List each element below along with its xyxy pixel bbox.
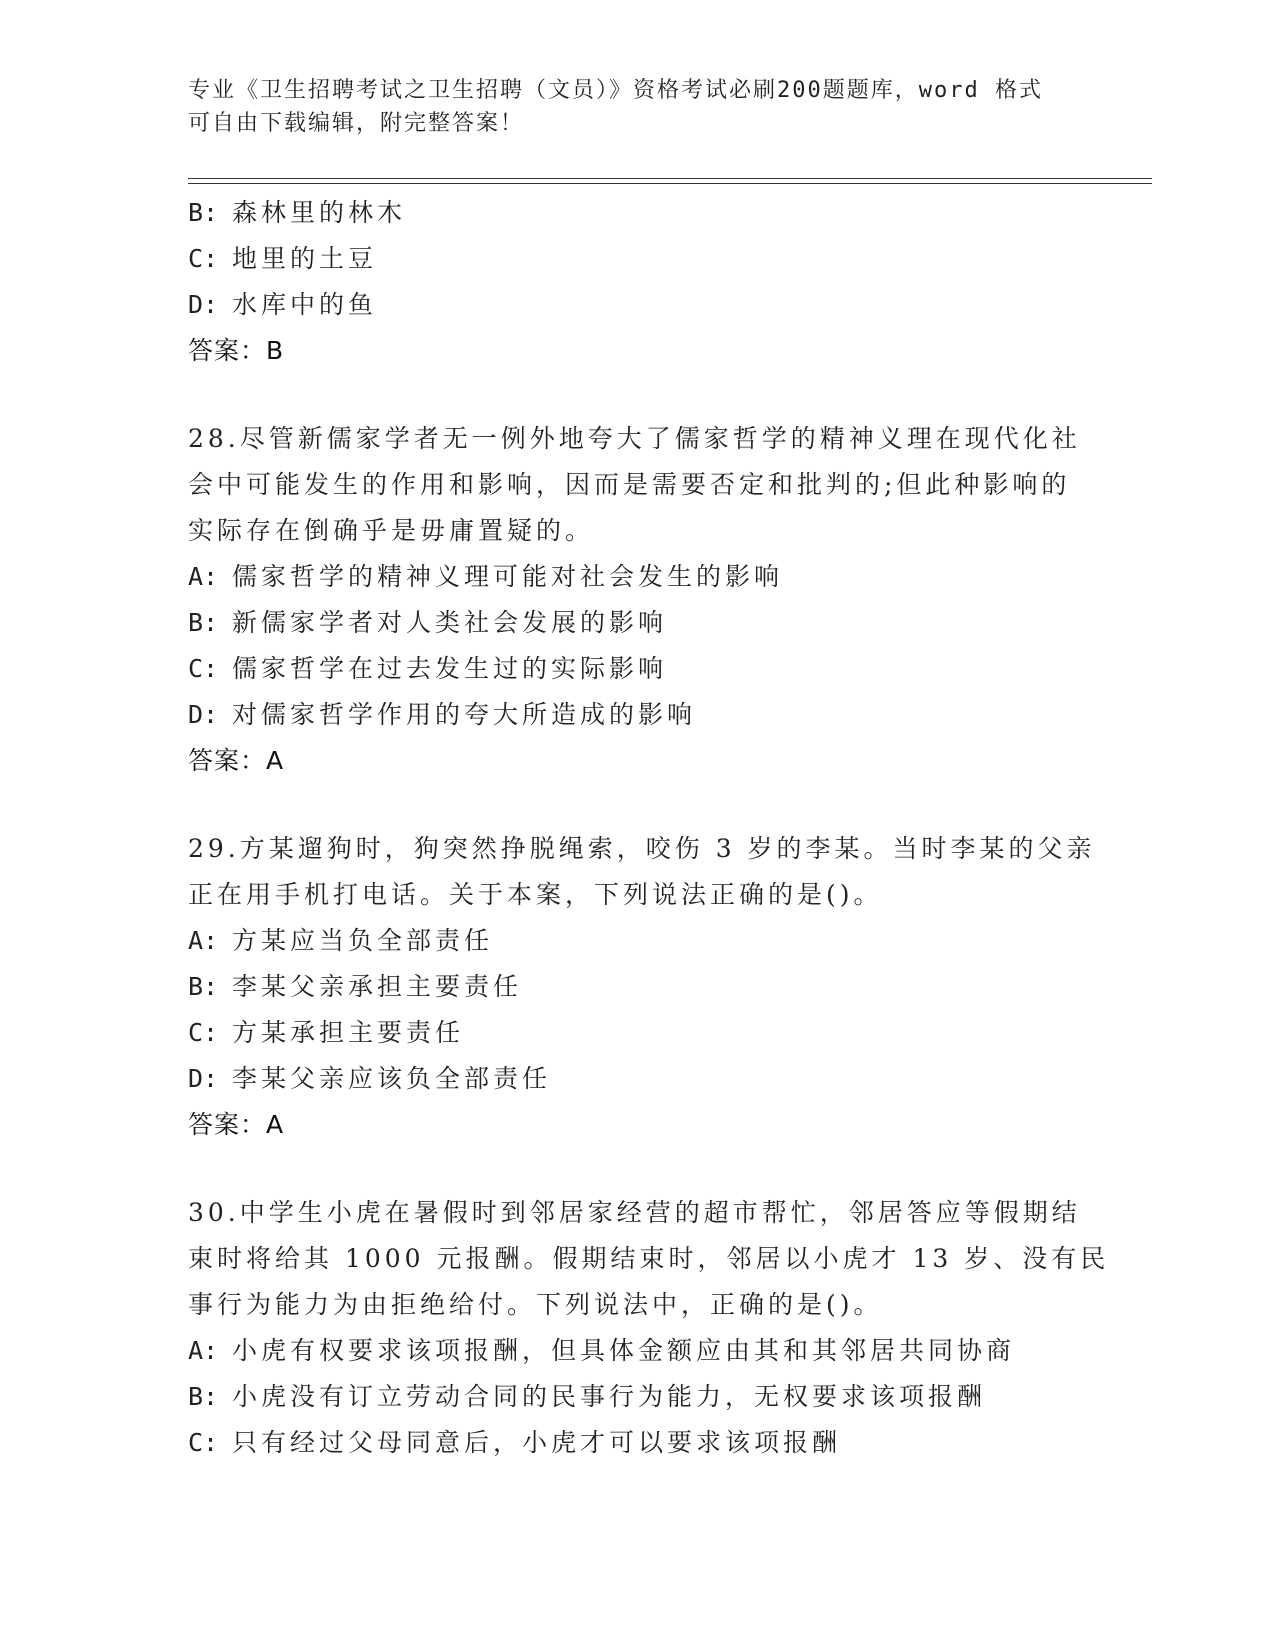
option-letter: A: <box>188 926 219 955</box>
option-text: 新儒家学者对人类社会发展的影响 <box>232 608 668 637</box>
question-stem-line: 30.中学生小虎在暑假时到邻居家经营的超市帮忙，邻居答应等假期结 <box>188 1198 1081 1227</box>
question-29 <box>188 826 1096 1148</box>
option-a <box>188 554 1088 600</box>
header-divider-bottom <box>188 183 1152 184</box>
option-d <box>188 282 1088 328</box>
option-text: 水库中的鱼 <box>232 290 378 319</box>
header-title-line-1: 专业《卫生招聘考试之卫生招聘（文员）》资格考试必刷200题题库，word 格式 <box>188 78 1043 103</box>
option-text: 李某父亲承担主要责任 <box>232 972 523 1001</box>
question-28 <box>188 416 1088 784</box>
option-text: 小虎没有订立劳动合同的民事行为能力，无权要求该项报酬 <box>232 1382 987 1411</box>
answer-line: 答案：B <box>188 336 285 365</box>
option-letter: B: <box>188 608 219 637</box>
option-c <box>188 646 1088 692</box>
option-letter: D: <box>188 700 219 729</box>
option-letter: B: <box>188 198 219 227</box>
answer-line: 答案：A <box>188 746 285 775</box>
question-27-continued <box>188 190 1088 374</box>
option-text: 只有经过父母同意后，小虎才可以要求该项报酬 <box>232 1428 842 1457</box>
option-text: 小虎有权要求该项报酬，但具体金额应由其和其邻居共同协商 <box>232 1336 1016 1365</box>
question-stem-line: 实际存在倒确乎是毋庸置疑的。 <box>188 516 595 545</box>
option-text: 方某应当负全部责任 <box>232 926 494 955</box>
option-letter: D: <box>188 1064 219 1093</box>
spacer <box>188 784 1088 826</box>
option-b <box>188 600 1088 646</box>
option-letter: D: <box>188 290 219 319</box>
question-stem-line: 正在用手机打电话。关于本案，下列说法正确的是()。 <box>188 880 883 909</box>
option-c <box>188 1420 1088 1466</box>
option-text: 儒家哲学的精神义理可能对社会发生的影响 <box>232 562 784 591</box>
option-text: 对儒家哲学作用的夸大所造成的影响 <box>232 700 697 729</box>
question-stem-line: 会中可能发生的作用和影响，因而是需要否定和批判的;但此种影响的 <box>188 470 1071 499</box>
option-text: 儒家哲学在过去发生过的实际影响 <box>232 654 668 683</box>
option-b <box>188 190 1088 236</box>
option-letter: C: <box>188 1428 219 1457</box>
option-text: 方某承担主要责任 <box>232 1018 465 1047</box>
option-c <box>188 236 1088 282</box>
option-letter: C: <box>188 1018 219 1047</box>
option-letter: B: <box>188 972 219 1001</box>
option-c <box>188 1010 1088 1056</box>
option-b <box>188 1374 1088 1420</box>
question-stem-line: 束时将给其 1000 元报酬。假期结束时，邻居以小虎才 13 岁、没有民 <box>188 1244 1110 1273</box>
answer-line: 答案：A <box>188 1110 285 1139</box>
spacer <box>188 374 1088 416</box>
option-letter: A: <box>188 1336 219 1365</box>
option-letter: C: <box>188 654 219 683</box>
header-title-line-2: 可自由下载编辑，附完整答案！ <box>188 111 525 136</box>
option-letter: A: <box>188 562 219 591</box>
option-text: 地里的土豆 <box>232 244 378 273</box>
option-d <box>188 692 1088 738</box>
question-stem-line: 28.尽管新儒家学者无一例外地夸大了儒家哲学的精神义理在现代化社 <box>188 424 1081 453</box>
option-letter: C: <box>188 244 219 273</box>
option-d <box>188 1056 1088 1102</box>
header-divider-top <box>188 178 1152 179</box>
option-a <box>188 1328 1088 1374</box>
page-header <box>188 74 1088 140</box>
option-b <box>188 964 1088 1010</box>
question-stem-line: 29.方某遛狗时，狗突然挣脱绳索，咬伤 3 岁的李某。当时李某的父亲 <box>188 834 1096 863</box>
question-content <box>188 190 1110 1466</box>
option-text: 李某父亲应该负全部责任 <box>232 1064 552 1093</box>
option-a <box>188 918 1088 964</box>
option-letter: B: <box>188 1382 219 1411</box>
question-30 <box>188 1190 1110 1466</box>
spacer <box>188 1148 1088 1190</box>
option-text: 森林里的林木 <box>232 198 407 227</box>
question-stem-line: 事行为能力为由拒绝给付。下列说法中，正确的是()。 <box>188 1290 883 1319</box>
